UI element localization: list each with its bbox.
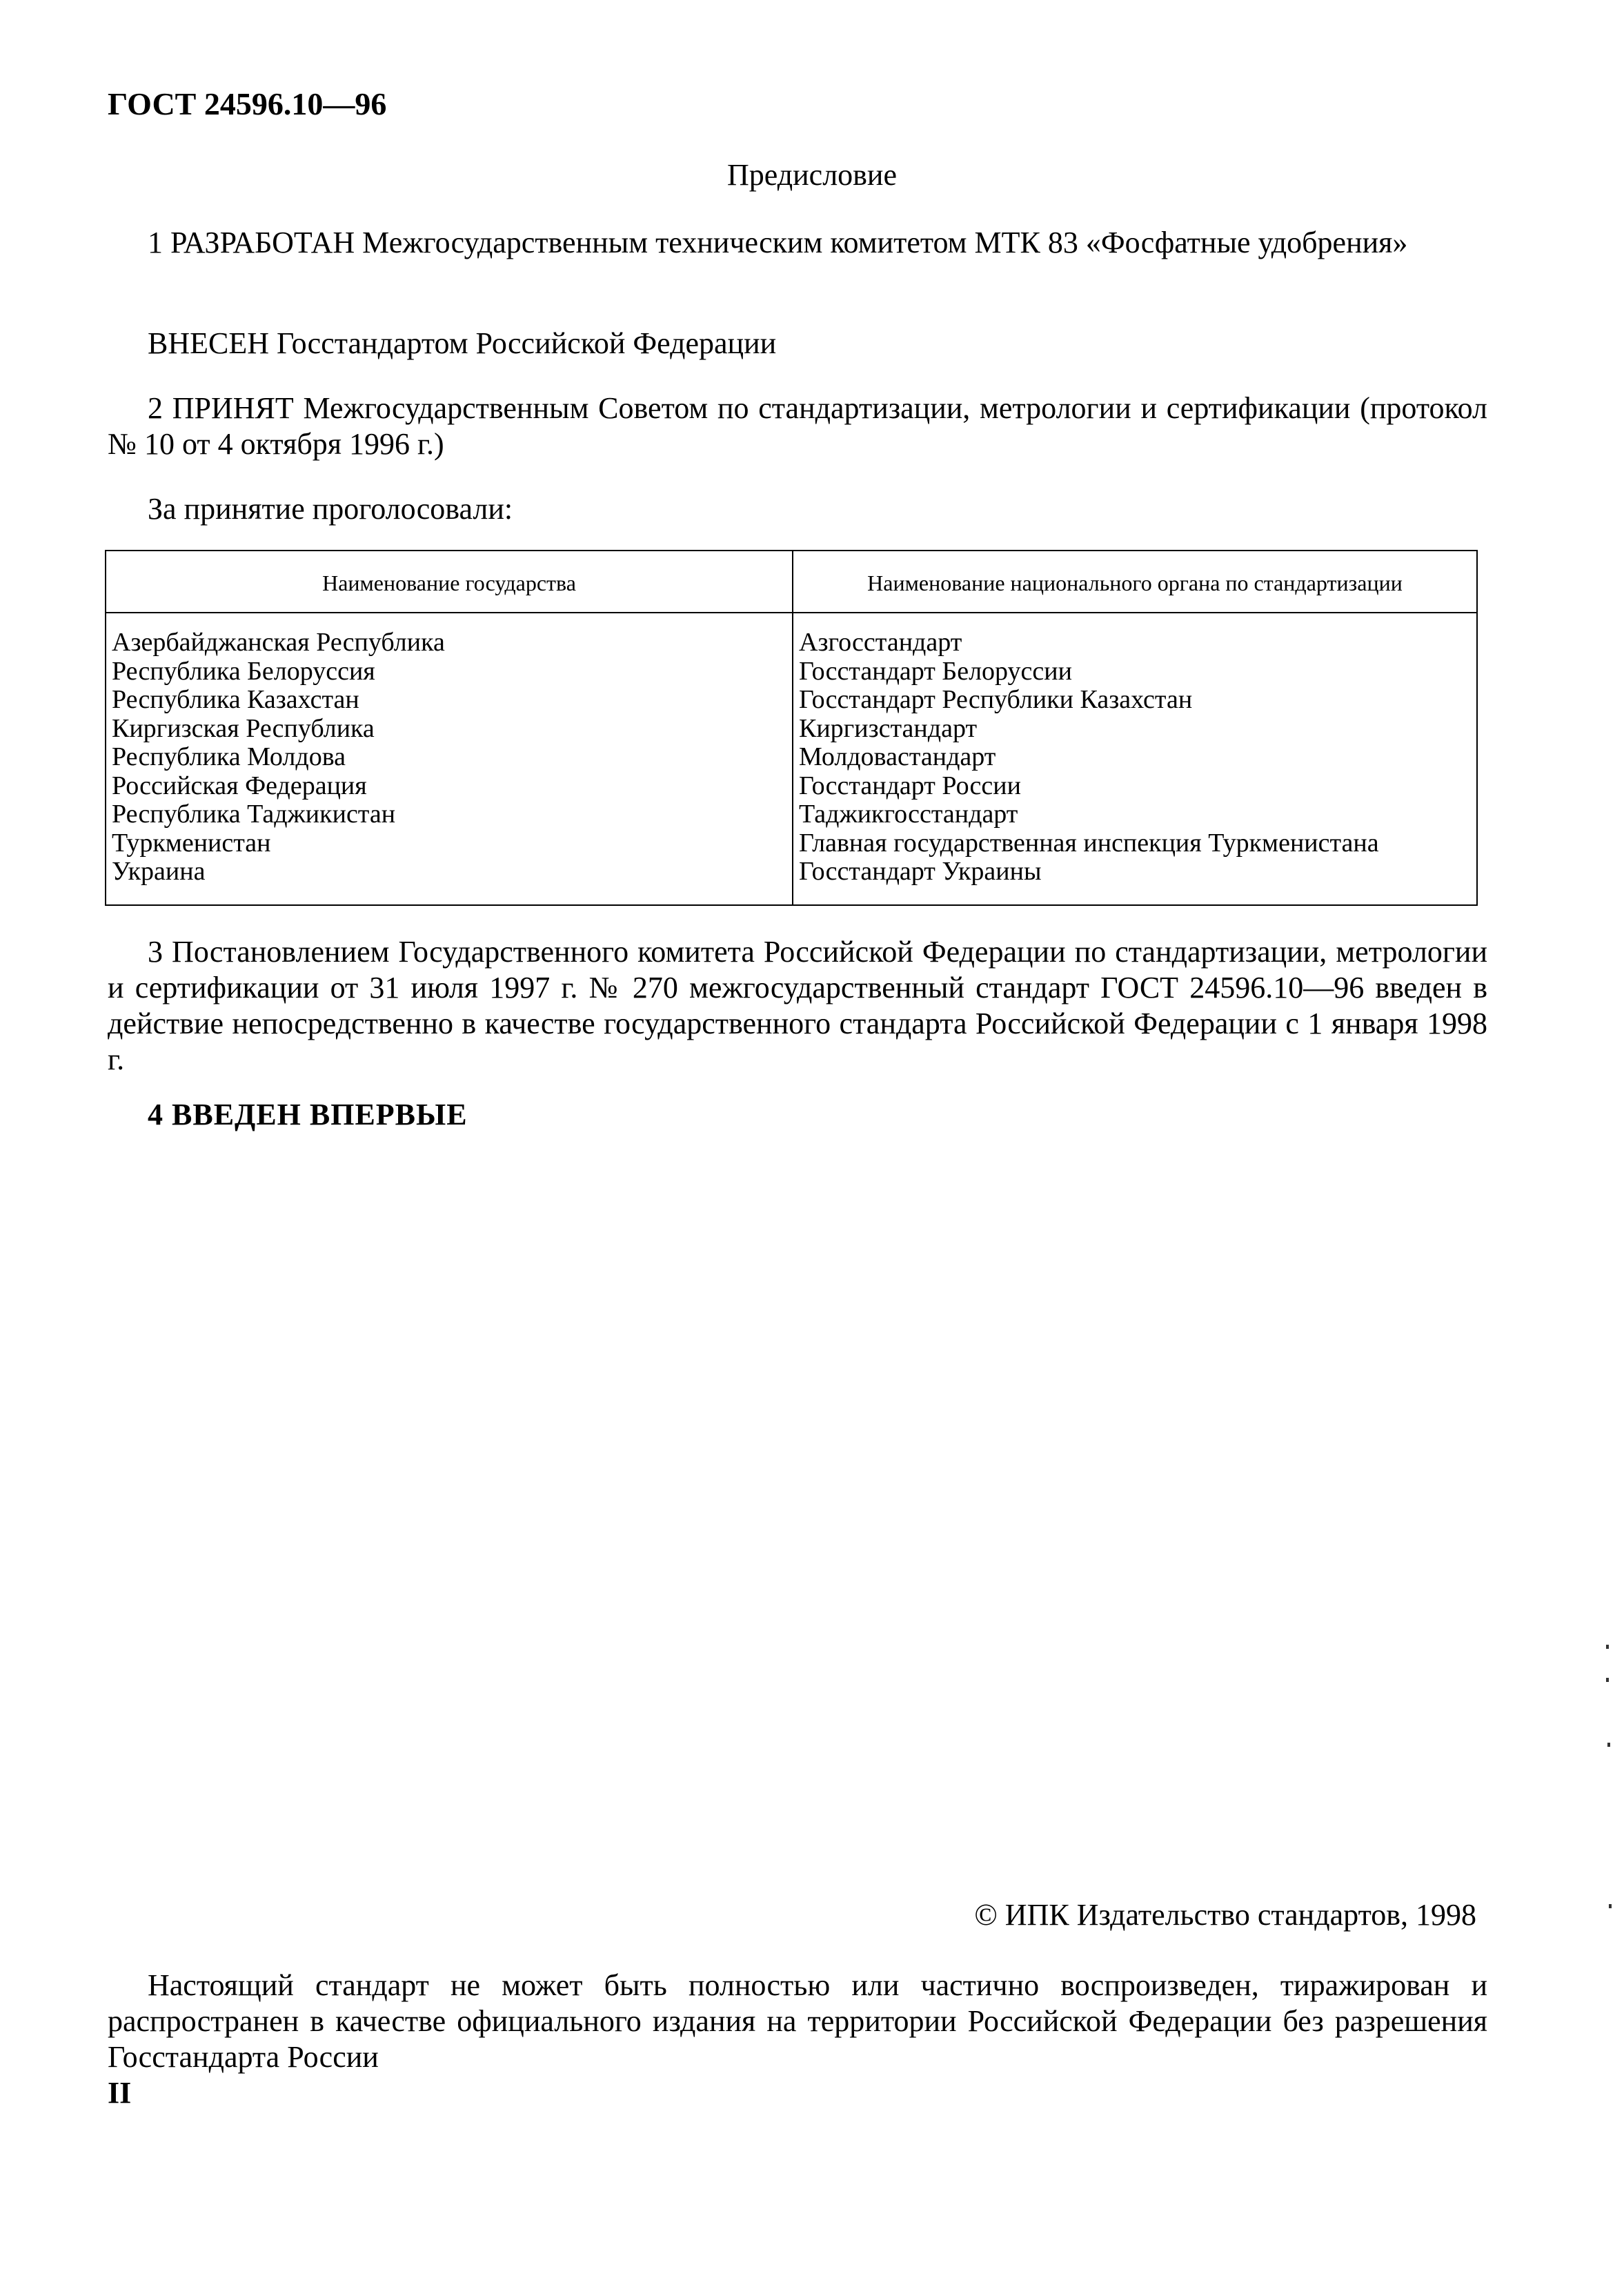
table-cell-body: Главная государственная инспекция Туркменистана	[799, 828, 1379, 858]
table-header-divider	[106, 612, 1476, 613]
voted-label: За принятие проголосовали:	[148, 492, 513, 526]
table-column-divider	[792, 551, 793, 904]
page-number: II	[108, 2076, 132, 2110]
table-cell-body: Госстандарт России	[799, 771, 1021, 800]
table-cell-state: Республика Казахстан	[112, 685, 359, 714]
paragraph-introduced-by: ВНЕСЕН Госстандартом Российской Федерации	[148, 326, 777, 360]
paragraph-resolution	[108, 934, 1487, 1078]
copyright-line: © ИПК Издательство стандартов, 1998	[974, 1898, 1476, 1932]
table-cell-body: Госстандарт Украины	[799, 857, 1042, 886]
table-cell-state: Республика Молдова	[112, 742, 346, 771]
table-cell-state: Азербайджанская Республика	[112, 628, 445, 657]
table-cell-body: Госстандарт Белоруссии	[799, 656, 1072, 686]
reproduction-notice-text: Настоящий стандарт не может быть полностью или частично воспроизведен, тиражирован и распространен в качестве официального издания на территории Российской Федерации без разрешения Госстандарта России	[108, 1968, 1487, 2074]
paragraph-first-introduced: 4 ВВЕДЕН ВПЕРВЫЕ	[148, 1098, 468, 1131]
preface-title: Предисловие	[727, 158, 897, 192]
table-cell-state: Российская Федерация	[112, 771, 367, 800]
paragraph-developed	[108, 225, 1487, 261]
table-cell-body: Таджикгосстандарт	[799, 800, 1018, 829]
table-header-state: Наименование государства	[322, 571, 576, 595]
table-cell-body: Госстандарт Республики Казахстан	[799, 685, 1193, 714]
table-cell-body: Азгосстандарт	[799, 628, 962, 657]
paragraph-resolution-text: 3 Постановлением Государственного комитета Российской Федерации по стандартизации, метрологии и сертификации от 31 июля 1997 г. № 270 межгосударственный стандарт ГОСТ 24596.10—96 введен в действие непосредственно в качестве государственного стандарта Российской Федерации с 1 января 1998 г.	[108, 935, 1487, 1076]
scan-speck	[1606, 1645, 1609, 1649]
table-cell-state: Киргизская Республика	[112, 713, 375, 743]
voting-table	[105, 550, 1478, 906]
table-cell-state: Республика Белоруссия	[112, 656, 375, 686]
standards-body-list	[799, 628, 1379, 887]
paragraph-adopted	[108, 390, 1487, 462]
state-list	[112, 628, 445, 887]
scan-speck	[1607, 1743, 1610, 1747]
scan-speck	[1606, 1678, 1609, 1682]
table-header-body: Наименование национального органа по стандартизации	[867, 571, 1403, 595]
paragraph-adopted-text: 2 ПРИНЯТ Межгосударственным Советом по стандартизации, метрологии и сертификации (протокол № 10 от 4 октября 1996 г.)	[108, 391, 1487, 461]
reproduction-notice	[108, 1968, 1487, 2075]
table-cell-body: Киргизстандарт	[799, 713, 978, 743]
paragraph-developed-text: 1 РАЗРАБОТАН Межгосударственным техническим комитетом МТК 83 «Фосфатные удобрения»	[148, 226, 1408, 259]
table-cell-state: Украина	[112, 857, 206, 886]
table-cell-state: Республика Таджикистан	[112, 800, 396, 829]
scan-speck	[1609, 1904, 1612, 1908]
table-cell-body: Молдовастандарт	[799, 742, 996, 771]
table-cell-state: Туркменистан	[112, 828, 271, 858]
document-code: ГОСТ 24596.10—96	[108, 86, 387, 121]
